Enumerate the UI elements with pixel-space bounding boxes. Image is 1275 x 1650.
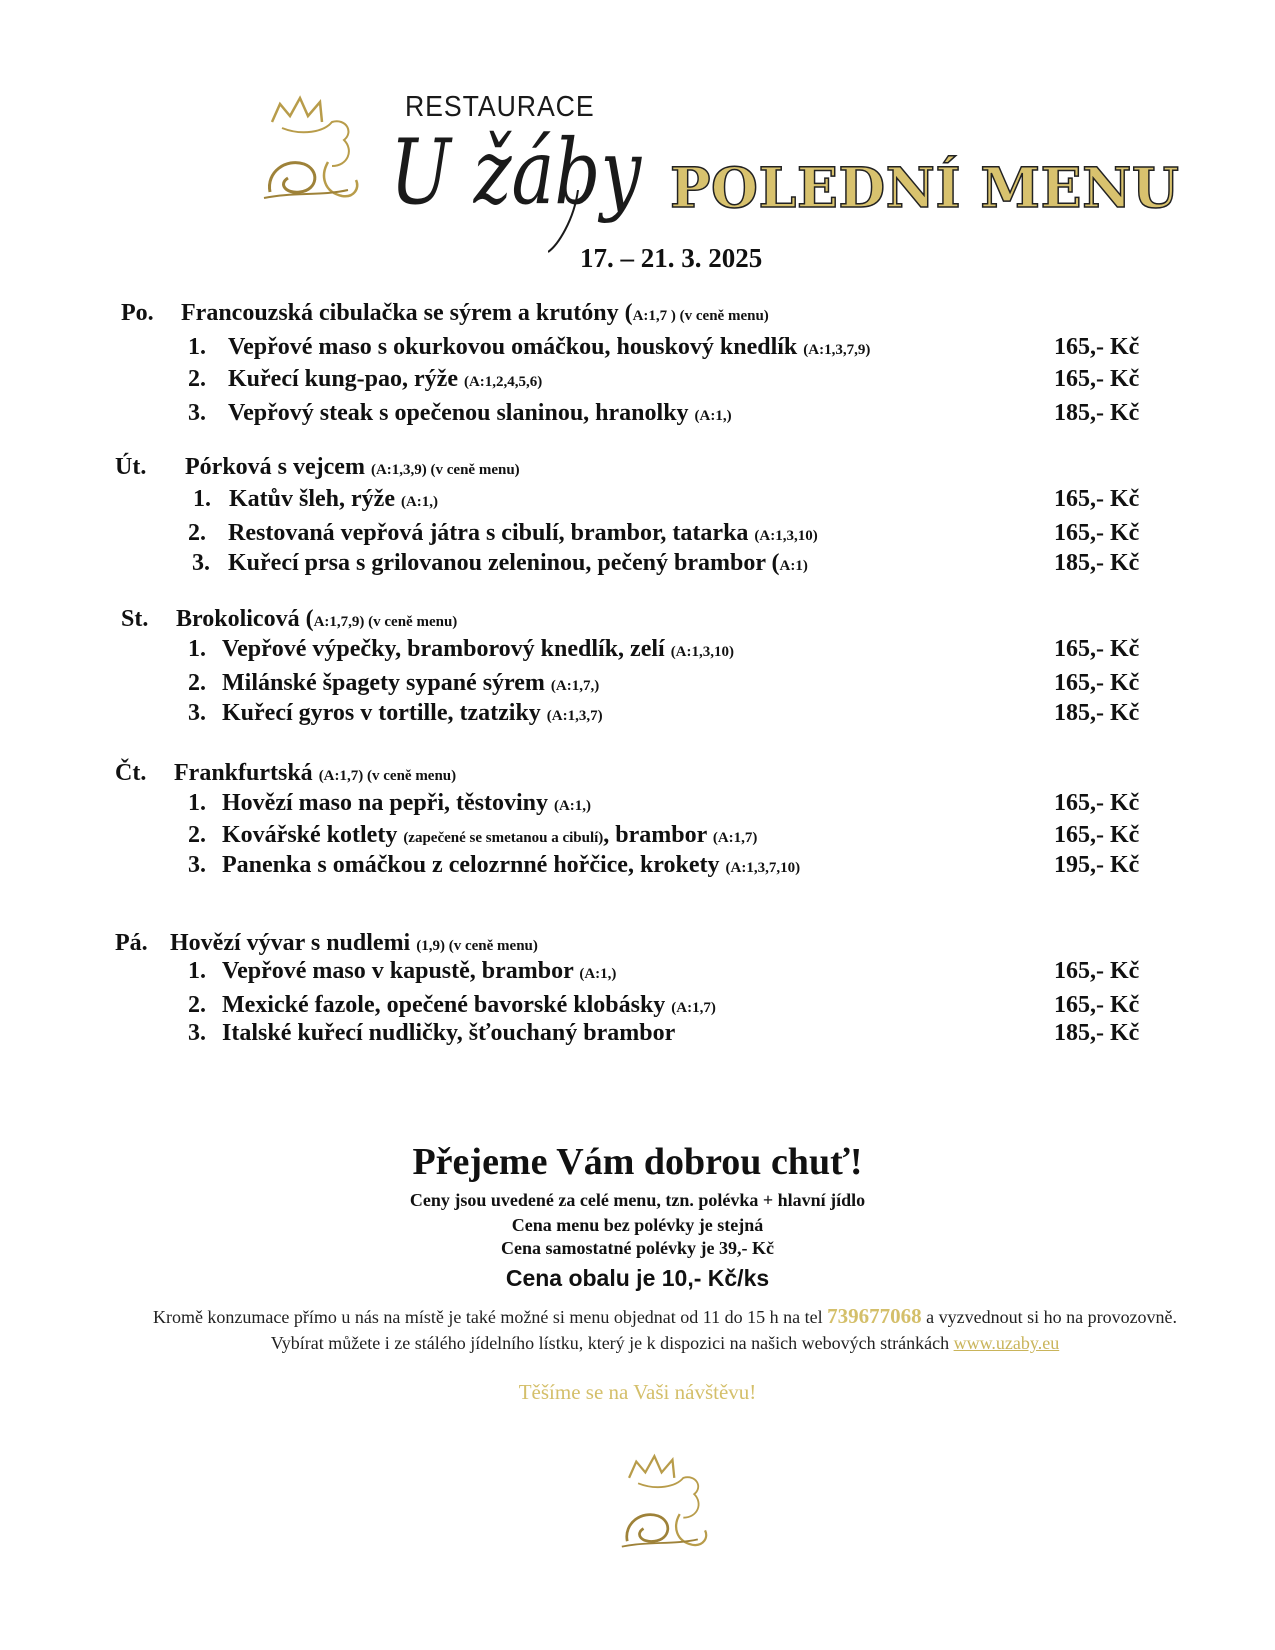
dish-item: 3. Panenka s omáčkou z celozrnné hořčice, krokety (A:1,3,7,10) xyxy=(188,852,801,878)
dish-price: 165,- Kč xyxy=(1054,790,1140,816)
soup-of-day: Francouzská cibulačka se sýrem a krutóny (A:1,7 ) (v ceně menu) xyxy=(181,300,769,326)
dish-item: 1. Hovězí maso na pepři, těstoviny (A:1,) xyxy=(188,790,592,816)
dish-price: 165,- Kč xyxy=(1054,992,1140,1018)
day-label: Po. xyxy=(121,300,154,326)
dish-price: 185,- Kč xyxy=(1054,550,1140,576)
day-label: Pá. xyxy=(115,930,148,956)
dish-price: 165,- Kč xyxy=(1054,636,1140,662)
dish-item: 2. Restovaná vepřová játra s cibulí, brambor, tatarka (A:1,3,10) xyxy=(188,520,818,546)
thanks-text: Těšíme se na Vaši návštěvu! xyxy=(518,1380,757,1404)
price-note: Cena samostatné polévky je 39,- Kč xyxy=(501,1238,774,1258)
dish-item: 3. Vepřový steak s opečenou slaninou, hranolky (A:1,) xyxy=(188,400,732,426)
packaging-price: Cena obalu je 10,- Kč/ks xyxy=(505,1265,770,1291)
dish-item: 1. Katův šleh, rýže (A:1,) xyxy=(193,486,439,512)
dish-item: 1. Vepřové maso v kapustě, brambor (A:1,) xyxy=(188,958,617,984)
dish-item: 1. Vepřové maso s okurkovou omáčkou, houskový knedlík (A:1,3,7,9) xyxy=(188,334,871,360)
dish-price: 185,- Kč xyxy=(1054,400,1140,426)
dish-price: 185,- Kč xyxy=(1054,1020,1140,1046)
dish-price: 165,- Kč xyxy=(1054,670,1140,696)
dish-item: 2. Mexické fazole, opečené bavorské klobásky (A:1,7) xyxy=(188,992,716,1018)
dish-price: 165,- Kč xyxy=(1054,486,1140,512)
menu-dates: 17. – 21. 3. 2025 xyxy=(580,243,763,273)
soup-of-day: Frankfurtská (A:1,7) (v ceně menu) xyxy=(174,760,457,786)
brand-restaurace: RESTAURACE xyxy=(405,91,595,123)
price-note: Ceny jsou uvedené za celé menu, tzn. polévka + hlavní jídlo xyxy=(409,1190,866,1210)
dish-price: 165,- Kč xyxy=(1054,520,1140,546)
dish-price: 185,- Kč xyxy=(1054,700,1140,726)
dish-item: 3. Italské kuřecí nudličky, šťouchaný brambor xyxy=(188,1020,676,1046)
brand-name: U žáby xyxy=(390,120,642,225)
dish-item: 2. Milánské špagety sypané sýrem (A:1,7,) xyxy=(188,670,600,696)
phone-number[interactable]: 739677068 xyxy=(827,1304,922,1328)
wish-heading: Přejeme Vám dobrou chuť! xyxy=(412,1141,863,1183)
soup-of-day: Brokolicová (A:1,7,9) (v ceně menu) xyxy=(176,606,458,632)
dish-item: 3. Kuřecí prsa s grilovanou zeleninou, pečený brambor (A:1) xyxy=(192,550,808,576)
dish-item: 3. Kuřecí gyros v tortille, tzatziky (A:1,3,7) xyxy=(188,700,603,726)
dish-price: 165,- Kč xyxy=(1054,958,1140,984)
dish-price: 165,- Kč xyxy=(1054,822,1140,848)
price-note: Cena menu bez polévky je stejná xyxy=(511,1215,764,1235)
dish-price: 195,- Kč xyxy=(1054,852,1140,878)
dish-item: 1. Vepřové výpečky, bramborový knedlík, zelí (A:1,3,10) xyxy=(188,636,735,662)
dish-price: 165,- Kč xyxy=(1054,366,1140,392)
order-info: Kromě konzumace přímo u nás na místě je také možné si menu objednat od 11 do 15 h na tel 739677068 a vyzvednout si ho na provozovně. Vybírat můžete i ze stálého jídelního lístku, který je k dispozici na našich webových stránkách www.uzaby.eu xyxy=(152,1304,1178,1353)
website-link[interactable]: www.uzaby.eu xyxy=(953,1333,1060,1353)
soup-of-day: Pórková s vejcem (A:1,3,9) (v ceně menu) xyxy=(185,454,520,480)
dish-item: 2. Kovářské kotlety (zapečené se smetanou a cibulí), brambor (A:1,7) xyxy=(188,822,758,848)
soup-of-day: Hovězí vývar s nudlemi (1,9) (v ceně menu) xyxy=(170,930,538,956)
day-label: St. xyxy=(121,606,149,632)
day-label: Út. xyxy=(115,454,147,480)
page-title: POLEDNÍ MENU xyxy=(670,155,1180,220)
dish-price: 165,- Kč xyxy=(1054,334,1140,360)
frog-crown-logo-icon xyxy=(620,1450,715,1560)
frog-crown-logo-icon xyxy=(262,92,367,212)
dish-item: 2. Kuřecí kung-pao, rýže (A:1,2,4,5,6) xyxy=(188,366,543,392)
day-label: Čt. xyxy=(115,760,147,786)
